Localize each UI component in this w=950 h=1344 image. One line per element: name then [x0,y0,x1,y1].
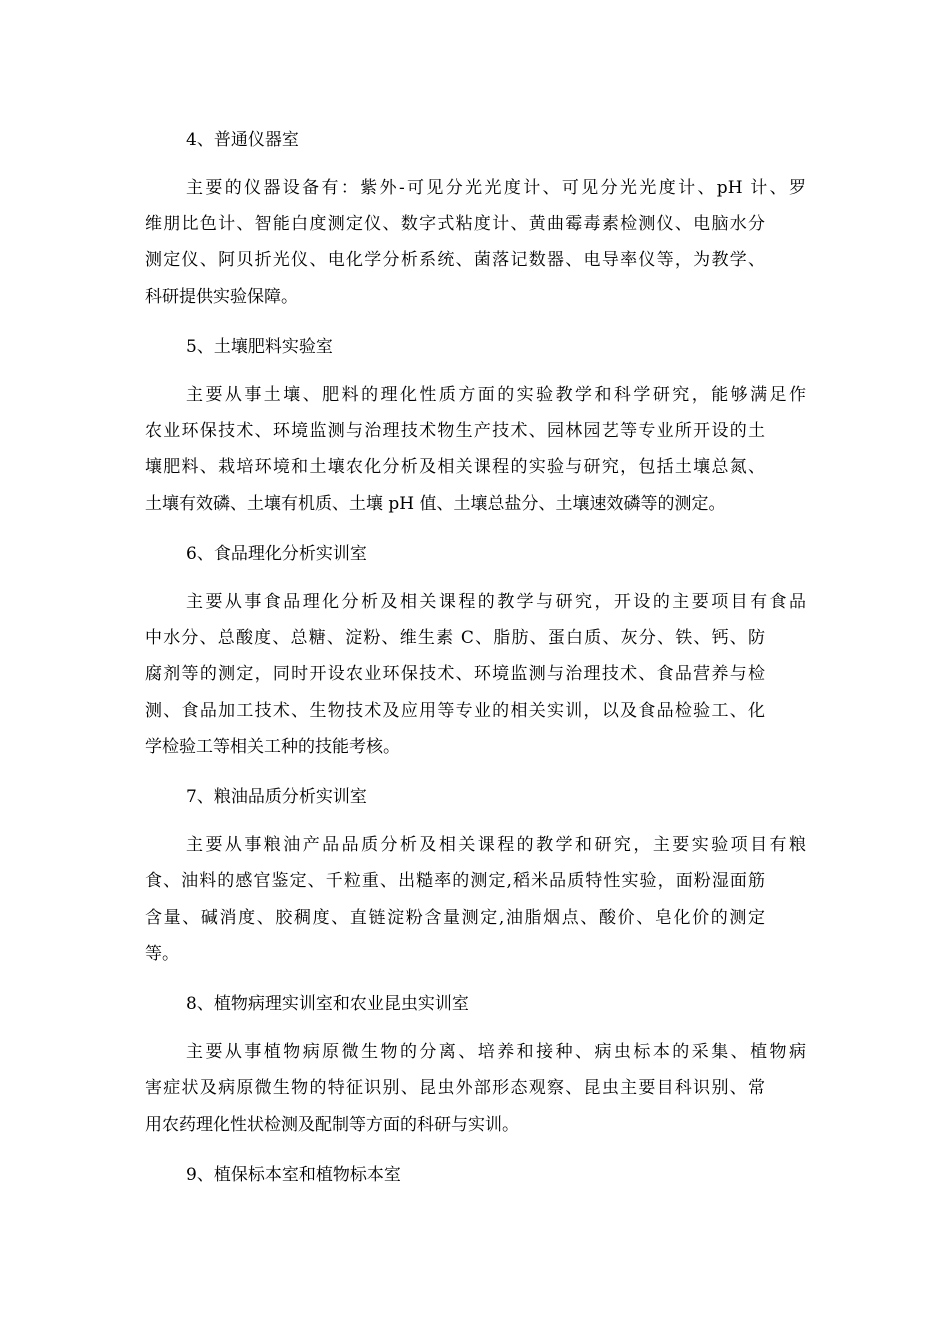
paragraph-line: 维朋比色计、智能白度测定仪、数字式粘度计、黄曲霉毒素检测仪、电脑水分 [145,214,765,234]
section-heading: 4、普通仪器室 [186,130,299,150]
paragraph-line: 中水分、总酸度、总糖、淀粉、维生素 C、脂肪、蛋白质、灰分、铁、钙、防 [145,628,765,648]
paragraph-line: 学检验工等相关工种的技能考核。 [145,737,400,757]
paragraph-line: 主要从事土壤、肥料的理化性质方面的实验教学和科学研究，能够满足作 [186,385,806,405]
paragraph-line: 食、油料的感官鉴定、千粒重、出糙率的测定,稻米品质特性实验，面粉湿面筋 [145,871,765,891]
section-heading: 7、粮油品质分析实训室 [186,787,367,807]
section-heading: 9、植保标本室和植物标本室 [186,1165,401,1185]
paragraph-line: 农业环保技术、环境监测与治理技术物生产技术、园林园艺等专业所开设的土 [145,421,765,441]
section-heading: 8、植物病理实训室和农业昆虫实训室 [186,994,469,1014]
paragraph-line: 主要从事植物病原微生物的分离、培养和接种、病虫标本的采集、植物病 [186,1042,806,1062]
paragraph-line: 腐剂等的测定，同时开设农业环保技术、环境监测与治理技术、食品营养与检 [145,664,765,684]
paragraph-line: 主要的仪器设备有：紫外-可见分光光度计、可见分光光度计、pH 计、罗 [186,178,806,198]
paragraph-line: 含量、碱消度、胶稠度、直链淀粉含量测定,油脂烟点、酸价、皂化价的测定 [145,908,765,928]
paragraph-line: 主要从事食品理化分析及相关课程的教学与研究，开设的主要项目有食品 [186,592,806,612]
paragraph-line: 害症状及病原微生物的特征识别、昆虫外部形态观察、昆虫主要目科识别、常 [145,1078,765,1098]
paragraph-line: 科研提供实验保障。 [145,287,298,307]
paragraph-line: 壤肥料、栽培环境和土壤农化分析及相关课程的实验与研究，包括土壤总氮、 [145,457,765,477]
section-heading: 5、土壤肥料实验室 [186,337,333,357]
paragraph-line: 等。 [145,944,179,964]
paragraph-line: 测定仪、阿贝折光仪、电化学分析系统、菌落记数器、电导率仪等，为教学、 [145,250,765,270]
paragraph-line: 主要从事粮油产品品质分析及相关课程的教学和研究，主要实验项目有粮 [186,835,806,855]
paragraph-line: 测、食品加工技术、生物技术及应用等专业的相关实训，以及食品检验工、化 [145,701,765,721]
section-heading: 6、食品理化分析实训室 [186,544,367,564]
paragraph-line: 土壤有效磷、土壤有机质、土壤 pH 值、土壤总盐分、土壤速效磷等的测定。 [145,494,726,514]
paragraph-line: 用农药理化性状检测及配制等方面的科研与实训。 [145,1115,519,1135]
